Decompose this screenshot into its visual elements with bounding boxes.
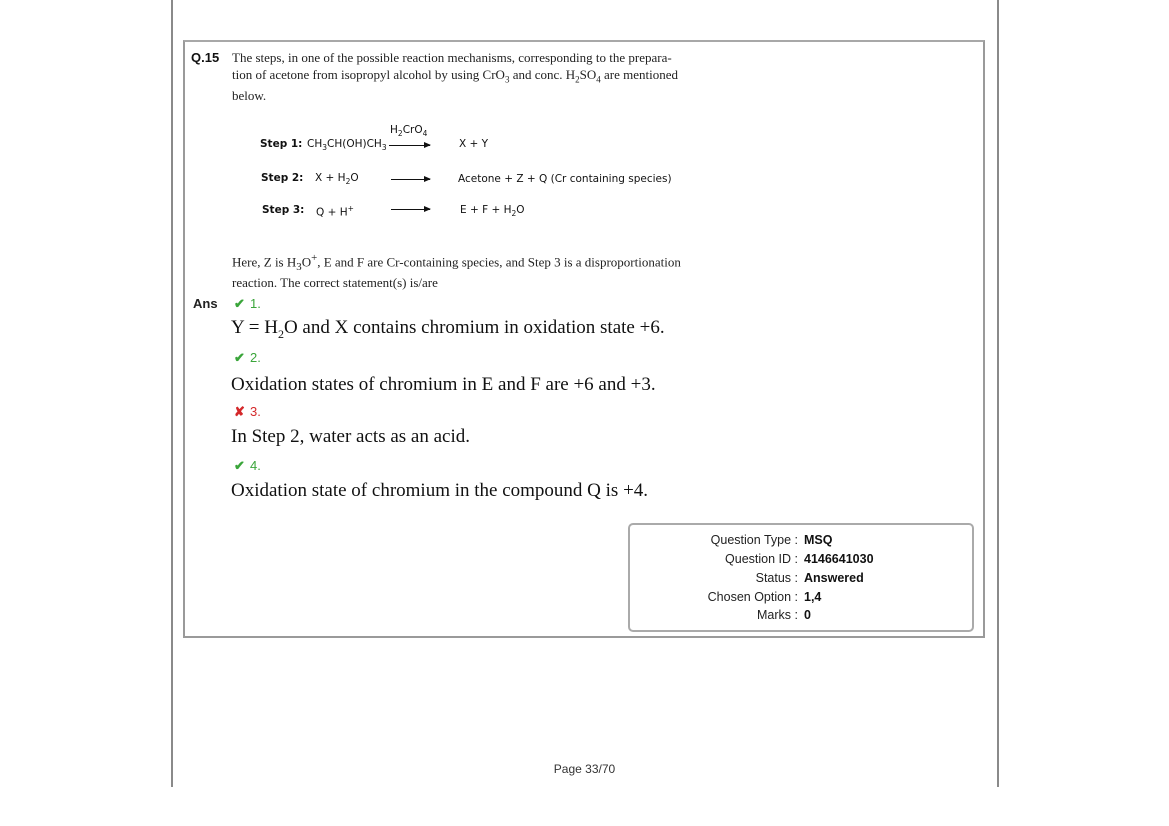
- question-text-line-3: below.: [232, 87, 267, 103]
- cross-icon: ✘: [234, 404, 245, 419]
- step-1-reactant: $CH_3CH(OH)CH_3$: [307, 138, 387, 153]
- option-1-text: $Y = H_2O$ and X contains chromium in oxidation state +6.: [231, 317, 665, 341]
- question-text-line-1: The steps, in one of the possible reaction mechanisms, corresponding to the prepara-: [232, 50, 672, 65]
- option-3-marker: ✘ 3.: [234, 404, 261, 419]
- answer-label: Ans: [193, 296, 218, 311]
- page-right-border: [997, 0, 999, 787]
- step-2-reactant: $X + H_2O$: [315, 172, 359, 187]
- reagent-label: $H_2CrO_4$: [390, 124, 428, 139]
- question-text-line-2: tion of acetone from isopropyl alcohol by using CrO$_3$ and conc. $H_2SO_4$ are mentioned: [232, 66, 679, 85]
- page-left-border: [171, 0, 173, 787]
- option-1-marker: ✔ 1.: [234, 296, 261, 311]
- option-2-marker: ✔ 2.: [234, 350, 261, 365]
- question-text-continued-line-1: Here, Z is $H_3O^+$, E and F are Cr-containing species, and Step 3 is a disproportionation: [232, 252, 681, 273]
- option-2-text: Oxidation states of chromium in E and F are +6 and +3.: [231, 374, 656, 395]
- question-number: Q.15: [191, 50, 220, 65]
- question-text-continued: [232, 250, 738, 292]
- step-2-arrow: [391, 179, 430, 180]
- question-info-box: Question Type : MSQ Question ID : 4146641030 Status : Answered Chosen Option : 1,4 Marks : 0: [628, 523, 974, 632]
- option-3-text: In Step 2, water acts as an acid.: [231, 426, 470, 447]
- option-4-marker: ✔ 4.: [234, 458, 261, 473]
- question-text: [232, 50, 738, 104]
- page-number: Page 33/70: [553, 762, 616, 776]
- step-3-label: Step 3:: [262, 204, 305, 216]
- step-2-label: Step 2:: [261, 172, 304, 184]
- check-icon: ✔: [234, 296, 245, 311]
- step-2-products: Acetone + Z + Q (Cr containing species): [458, 173, 672, 185]
- option-4-text: Oxidation state of chromium in the compound Q is +4.: [231, 480, 649, 501]
- step-1-label: Step 1:: [260, 138, 303, 150]
- step-1-arrow: [389, 145, 430, 146]
- question-text-continued-line-2: reaction. The correct statement(s) is/are: [232, 275, 438, 291]
- step-3-reactant: Q + H+: [316, 204, 354, 219]
- step-3-arrow: [391, 209, 430, 210]
- check-icon: ✔: [234, 350, 245, 365]
- step-3-products: $E + F + H_2O$: [460, 204, 525, 219]
- check-icon: ✔: [234, 458, 245, 473]
- step-1-products: X + Y: [459, 138, 489, 150]
